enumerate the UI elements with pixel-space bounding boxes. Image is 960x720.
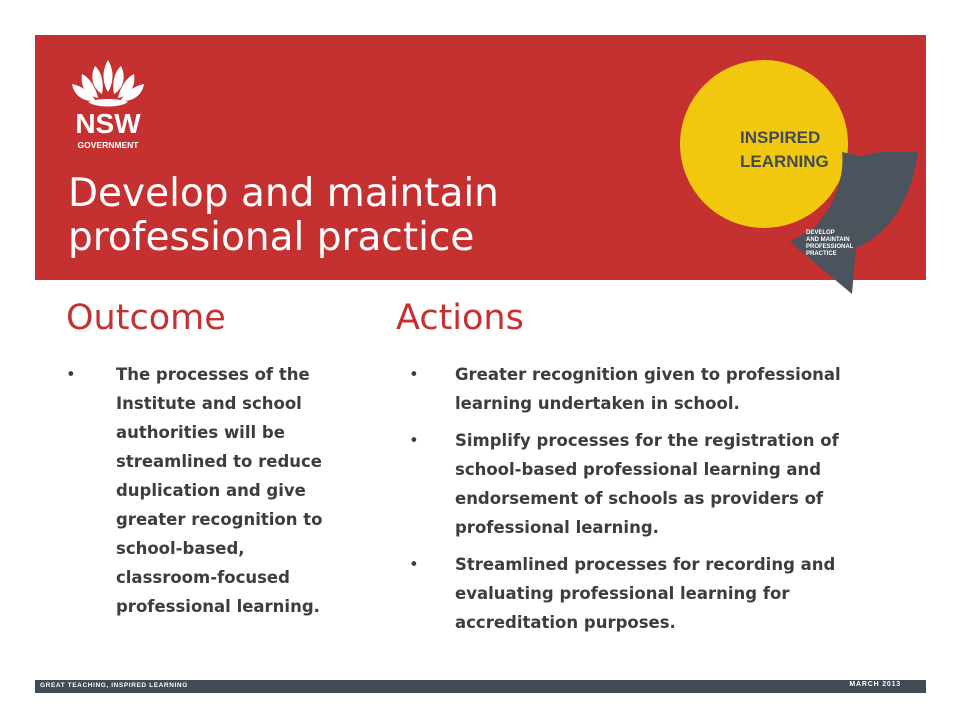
footer-bar <box>35 680 926 693</box>
action-item <box>409 550 875 637</box>
outcome-item-line: streamlined to reduce <box>116 452 322 471</box>
bullet-icon: • <box>409 555 419 574</box>
emblem-main-line-2: LEARNING <box>740 152 829 171</box>
action-item-line: learning undertaken in school. <box>455 394 740 413</box>
outcome-item <box>66 360 346 621</box>
waratah-icon <box>62 58 154 110</box>
action-item-line: evaluating professional learning for <box>455 584 790 603</box>
action-item-line: endorsement of schools as providers of <box>455 489 824 508</box>
action-item-line: Streamlined processes for recording and <box>455 555 836 574</box>
outcome-item-line: The processes of the <box>116 365 310 384</box>
outcome-item-line: classroom-focused <box>116 568 290 587</box>
emblem-sub-line-4: PRACTICE <box>806 251 837 257</box>
outcome-item-line: Institute and school <box>116 394 302 413</box>
action-item-line: school-based professional learning and <box>455 460 822 479</box>
actions-list <box>409 360 875 645</box>
action-item-line: Greater recognition given to professional <box>455 365 841 384</box>
bullet-icon: • <box>66 365 76 384</box>
outcome-item-line: professional learning. <box>116 597 320 616</box>
action-item <box>409 426 875 542</box>
outcome-item-line: school-based, <box>116 539 245 558</box>
emblem-sub-line-2: AND MAINTAIN <box>806 237 850 243</box>
action-item <box>409 360 875 418</box>
outcome-list <box>66 360 346 621</box>
page-title <box>68 172 628 260</box>
footer-date: MARCH 2013 <box>849 681 901 688</box>
bullet-icon: • <box>409 365 419 384</box>
emblem-main-text <box>740 126 850 174</box>
outcome-item-line: duplication and give <box>116 481 306 500</box>
action-item-line: Simplify processes for the registration of <box>455 431 839 450</box>
outcome-item-line: greater recognition to <box>116 510 323 529</box>
page-title-line-2: professional practice <box>68 215 475 260</box>
logo-nsw-text: NSW <box>75 108 141 139</box>
logo-government-text: GOVERNMENT <box>77 140 139 150</box>
footer-tagline: GREAT TEACHING, INSPIRED LEARNING <box>40 682 188 689</box>
emblem-sub-line-1: DEVELOP <box>806 230 835 236</box>
nsw-government-logo <box>62 58 154 153</box>
bullet-icon: • <box>409 431 419 450</box>
outcome-item-line: authorities will be <box>116 423 285 442</box>
action-item-line: professional learning. <box>455 518 659 537</box>
action-item-line: accreditation purposes. <box>455 613 676 632</box>
emblem-sub-text <box>806 230 886 258</box>
actions-heading: Actions <box>396 298 524 338</box>
emblem-sub-line-3: PROFESSIONAL <box>806 244 854 250</box>
emblem-main-line-1: INSPIRED <box>740 128 821 147</box>
page-title-line-1: Develop and maintain <box>68 171 499 216</box>
inspired-learning-emblem <box>680 48 920 300</box>
outcome-heading: Outcome <box>66 298 226 338</box>
